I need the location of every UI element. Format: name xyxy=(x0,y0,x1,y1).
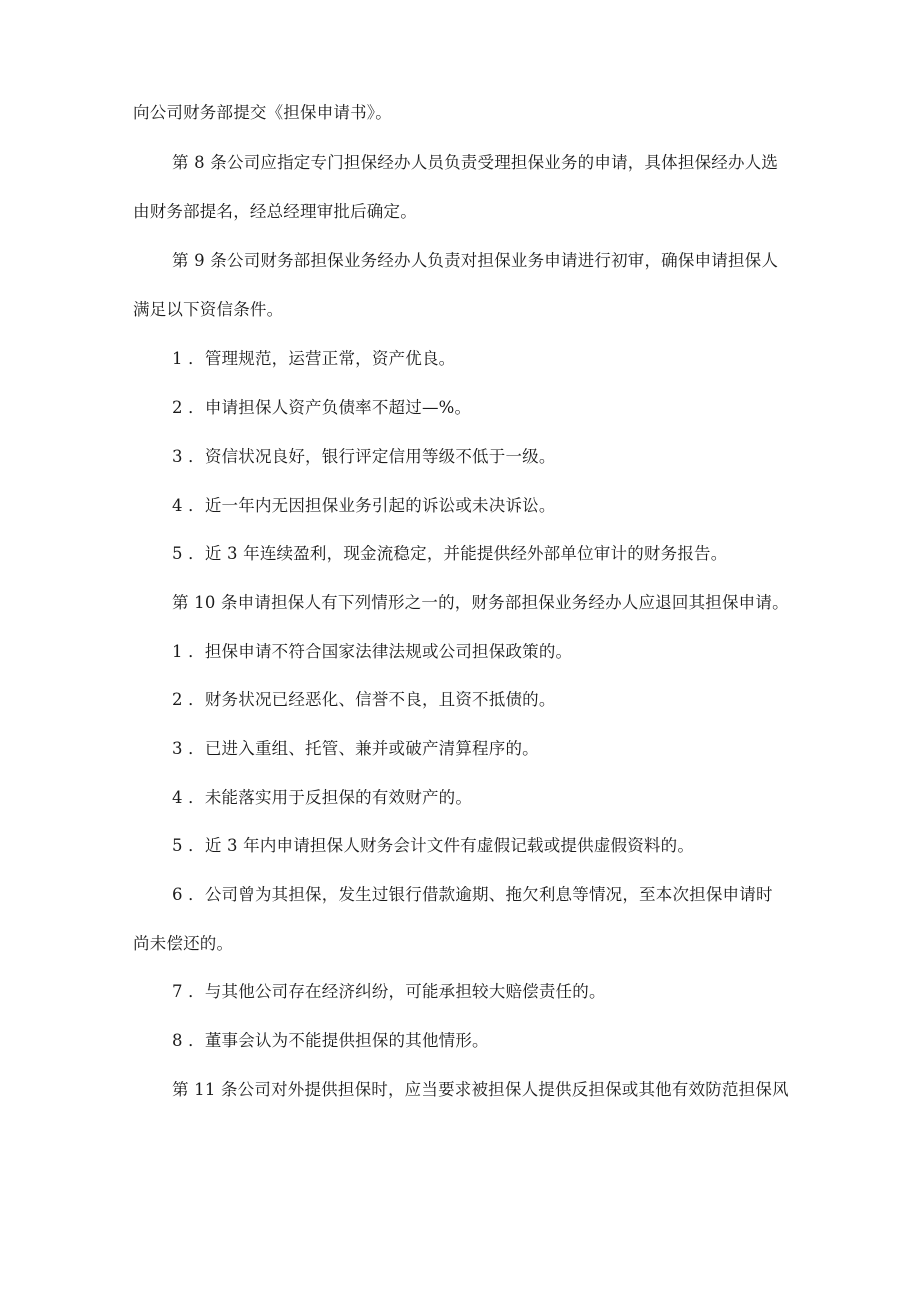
list-item: 2 ．财务状况已经恶化、信誉不良，且资不抵债的。 xyxy=(172,690,556,709)
list-item: 4 ．近一年内无因担保业务引起的诉讼或未决诉讼。 xyxy=(172,496,556,515)
list-item: 4 ．未能落实用于反担保的有效财产的。 xyxy=(172,788,473,807)
list-item: 1 ．担保申请不符合国家法律法规或公司担保政策的。 xyxy=(172,642,573,661)
list-item: 5 ．近 3 年内申请担保人财务会计文件有虚假记载或提供虚假资料的。 xyxy=(172,836,695,855)
article-10-line: 第 10 条申请担保人有下列情形之一的，财务部担保业务经办人应退回其担保申请。 xyxy=(172,593,789,612)
article-9-line: 第 9 条公司财务部担保业务经办人负责对担保业务申请进行初审，确保申请担保人 xyxy=(172,251,779,270)
list-item: 5 ．近 3 年连续盈利，现金流稳定，并能提供经外部单位审计的财务报告。 xyxy=(172,544,728,563)
article-8-line: 第 8 条公司应指定专门担保经办人员负责受理担保业务的申请，具体担保经办人选 xyxy=(172,153,779,172)
list-item: 3 ．资信状况良好，银行评定信用等级不低于一级。 xyxy=(172,447,556,466)
paragraph-line: 尚未偿还的。 xyxy=(133,934,234,953)
list-item: 1 ．管理规范，运营正常，资产优良。 xyxy=(172,349,456,368)
list-item: 6 ．公司曾为其担保，发生过银行借款逾期、拖欠利息等情况，至本次担保申请时 xyxy=(172,885,773,904)
list-item: 7 ．与其他公司存在经济纠纷，可能承担较大赔偿责任的。 xyxy=(172,982,606,1001)
list-item: 3 ．已进入重组、托管、兼并或破产清算程序的。 xyxy=(172,739,539,758)
article-11-line: 第 11 条公司对外提供担保时，应当要求被担保人提供反担保或其他有效防范担保风 xyxy=(172,1080,789,1099)
paragraph-line: 向公司财务部提交《担保申请书》。 xyxy=(133,103,392,122)
paragraph-line: 由财务部提名，经总经理审批后确定。 xyxy=(133,202,417,221)
list-item: 8 ．董事会认为不能提供担保的其他情形。 xyxy=(172,1031,489,1050)
paragraph-line: 满足以下资信条件。 xyxy=(133,300,284,319)
list-item: 2 ．申请担保人资产负债率不超过—%。 xyxy=(172,398,472,417)
